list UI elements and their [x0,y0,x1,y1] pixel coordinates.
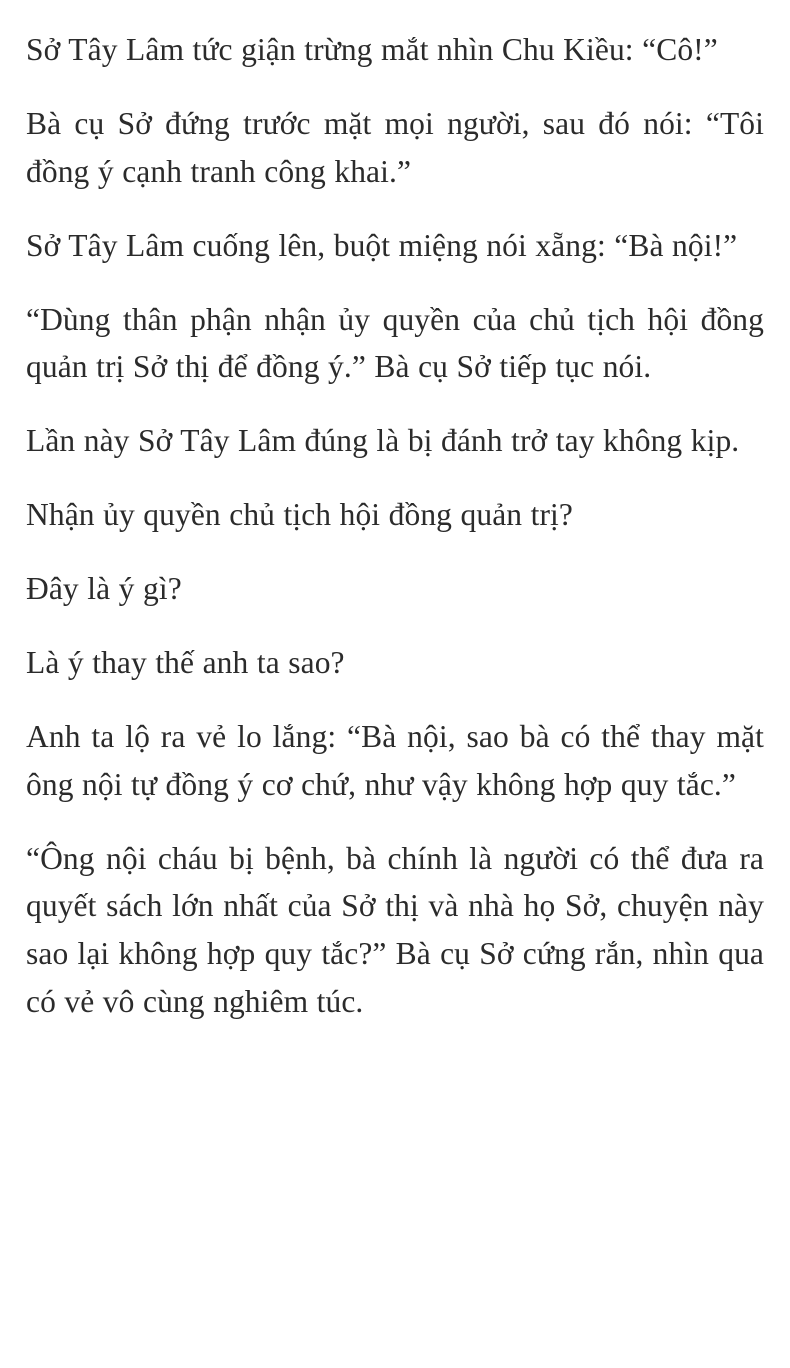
story-paragraph: “Ông nội cháu bị bệnh, bà chính là người có thể đưa ra quyết sách lớn nhất của Sở thị và nhà họ Sở, chuyện này sao lại không hợp quy tắc?” Bà cụ Sở cứng rắn, nhìn qua có vẻ vô cùng nghiêm túc. [26,840,764,1020]
story-paragraph: Anh ta lộ ra vẻ lo lắng: “Bà nội, sao bà có thể thay mặt ông nội tự đồng ý cơ chứ, như vậy không hợp quy tắc.” [26,718,764,802]
story-paragraph: “Dùng thân phận nhận ủy quyền của chủ tịch hội đồng quản trị Sở thị để đồng ý.” Bà cụ Sở tiếp tục nói. [26,301,764,385]
story-paragraph: Lần này Sở Tây Lâm đúng là bị đánh trở tay không kịp. [26,423,740,459]
story-paragraph: Là ý thay thế anh ta sao? [26,644,345,680]
story-paragraph: Bà cụ Sở đứng trước mặt mọi người, sau đó nói: “Tôi đồng ý cạnh tranh công khai.” [26,105,764,189]
story-paragraph: Sở Tây Lâm cuống lên, buột miệng nói xẵng: “Bà nội!” [26,227,738,263]
story-paragraph: Sở Tây Lâm tức giận trừng mắt nhìn Chu Kiều: “Cô!” [26,32,718,67]
story-paragraph: Nhận ủy quyền chủ tịch hội đồng quản trị? [26,497,573,533]
story-paragraph: Đây là ý gì? [26,571,182,606]
